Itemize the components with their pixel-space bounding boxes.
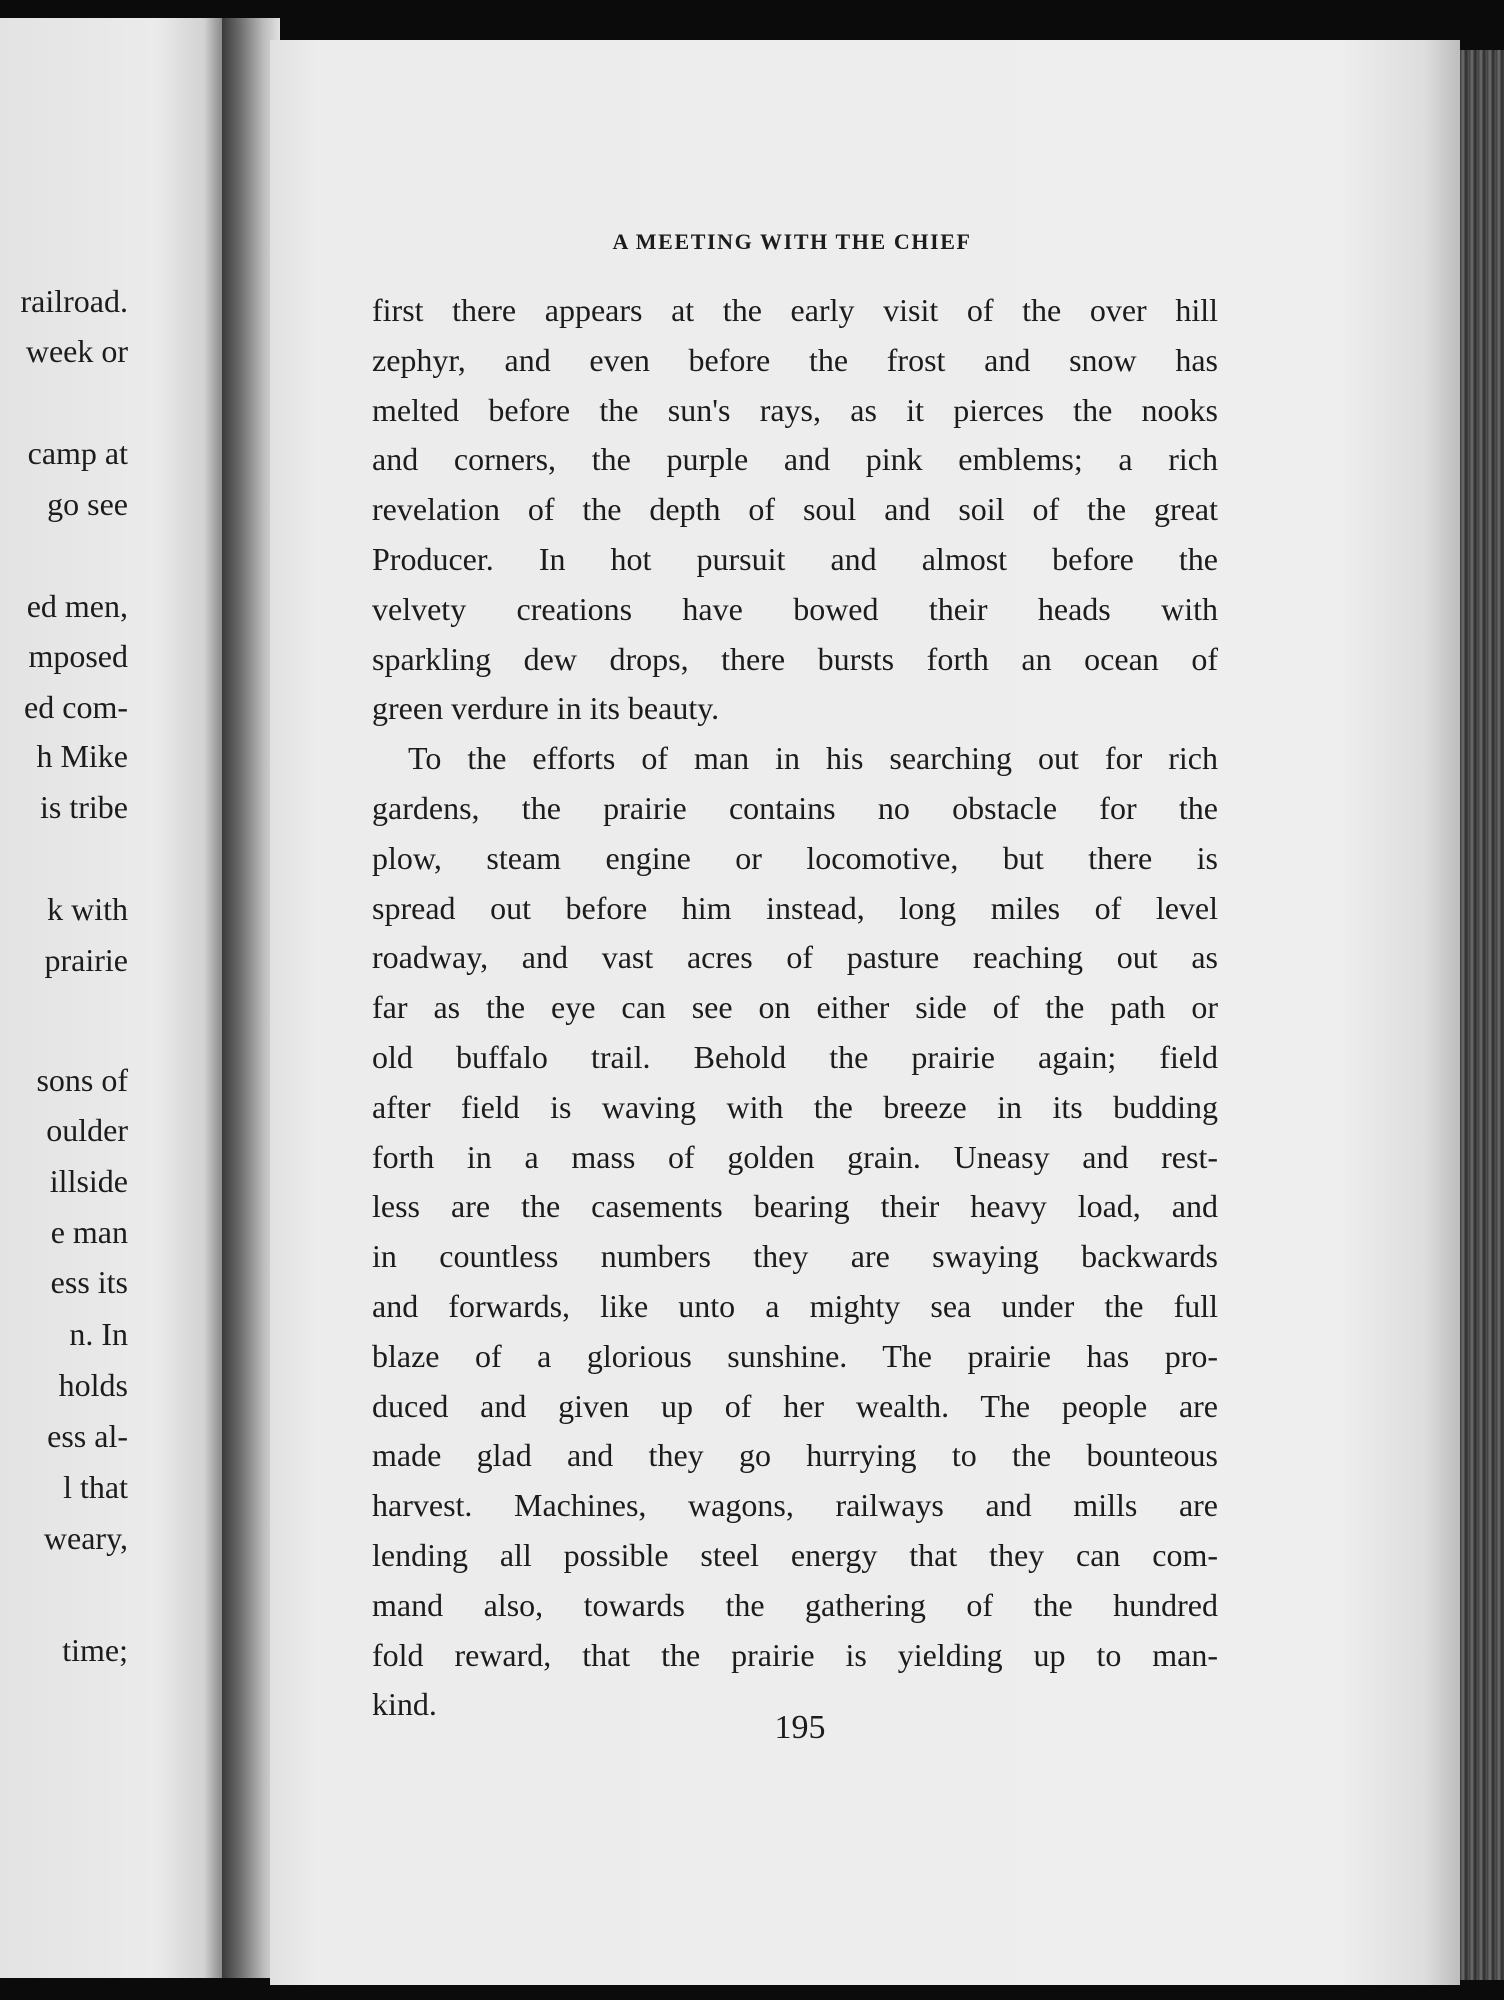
text-line: lending all possible steel energy that they can com- <box>372 1536 1218 1573</box>
text-line: Producer. In hot pursuit and almost before the <box>372 540 1218 577</box>
text-line: gardens, the prairie contains no obstacle for the <box>372 789 1218 826</box>
left-page-line: mposed <box>28 638 128 674</box>
left-page-line: railroad. <box>20 283 128 319</box>
text-line: revelation of the depth of soul and soil of the great <box>372 491 1218 528</box>
text-line: To the efforts of man in his searching out for rich <box>408 740 1218 777</box>
text-line: fold reward, that the prairie is yielding up to man- <box>372 1636 1218 1673</box>
running-head: A MEETING WITH THE CHIEF <box>612 229 972 254</box>
left-page-line: h Mike <box>36 738 128 774</box>
text-line: forth in a mass of golden grain. Uneasy and rest- <box>372 1138 1218 1175</box>
page-number: 195 <box>774 1709 826 1746</box>
left-page-line: l that <box>63 1469 128 1505</box>
left-page-line: illside <box>49 1163 128 1199</box>
text-line: old buffalo trail. Behold the prairie again; field <box>372 1038 1218 1075</box>
text-line: zephyr, and even before the frost and snow has <box>372 341 1218 378</box>
text-line: and corners, the purple and pink emblems; a rich <box>372 441 1218 478</box>
text-line: melted before the sun's rays, as it pierces the nooks <box>372 391 1218 428</box>
text-line: blaze of a glorious sunshine. The prairie has pro- <box>372 1337 1218 1374</box>
text-line: velvety creations have bowed their heads with <box>372 590 1218 627</box>
text-line: spread out before him instead, long miles of level <box>372 889 1218 926</box>
text-line: kind. <box>372 1686 437 1723</box>
left-page-line: sons of <box>36 1062 128 1098</box>
text-line: in countless numbers they are swaying backwards <box>372 1238 1218 1275</box>
text-line: harvest. Machines, wagons, railways and mills are <box>372 1487 1218 1524</box>
text-line: after field is waving with the breeze in its budding <box>372 1088 1218 1125</box>
text-line: mand also, towards the gathering of the hundred <box>372 1586 1218 1623</box>
left-page-line: time; <box>62 1632 128 1668</box>
left-page-line: week or <box>25 333 128 369</box>
text-line: far as the eye can see on either side of the path or <box>372 989 1218 1026</box>
left-page-line: k with <box>47 891 128 927</box>
left-page-line: camp at <box>27 435 128 471</box>
left-page-line: prairie <box>44 942 128 978</box>
left-page-line: ess its <box>50 1264 128 1300</box>
text-line: duced and given up of her wealth. The people are <box>372 1387 1218 1424</box>
text-line: made glad and they go hurrying to the bounteous <box>372 1437 1218 1474</box>
text-line: green verdure in its beauty. <box>372 690 720 727</box>
left-page-line: holds <box>58 1367 128 1403</box>
left-page-line: n. In <box>69 1316 128 1352</box>
left-page-fragment <box>0 18 222 1978</box>
left-page-line: ed com- <box>24 689 128 725</box>
text-line: first there appears at the early visit of the over hill <box>372 292 1218 328</box>
page-edges <box>1460 50 1504 1980</box>
left-page-line: weary, <box>43 1520 128 1556</box>
left-page-line: go see <box>47 486 128 522</box>
left-page-line: e man <box>50 1214 128 1250</box>
left-page-line: ess al- <box>47 1418 128 1454</box>
text-line: roadway, and vast acres of pasture reaching out as <box>372 939 1218 976</box>
left-page-line: oulder <box>46 1112 128 1148</box>
left-page-line: ed men, <box>26 588 128 624</box>
left-page-line: is tribe <box>40 789 128 825</box>
text-line: less are the casements bearing their heavy load, and <box>372 1188 1218 1225</box>
text-line: and forwards, like unto a mighty sea under the full <box>372 1287 1218 1324</box>
text-line: sparkling dew drops, there bursts forth an ocean of <box>372 640 1218 677</box>
text-line: plow, steam engine or locomotive, but there is <box>372 839 1218 876</box>
body-text <box>372 286 1218 1730</box>
